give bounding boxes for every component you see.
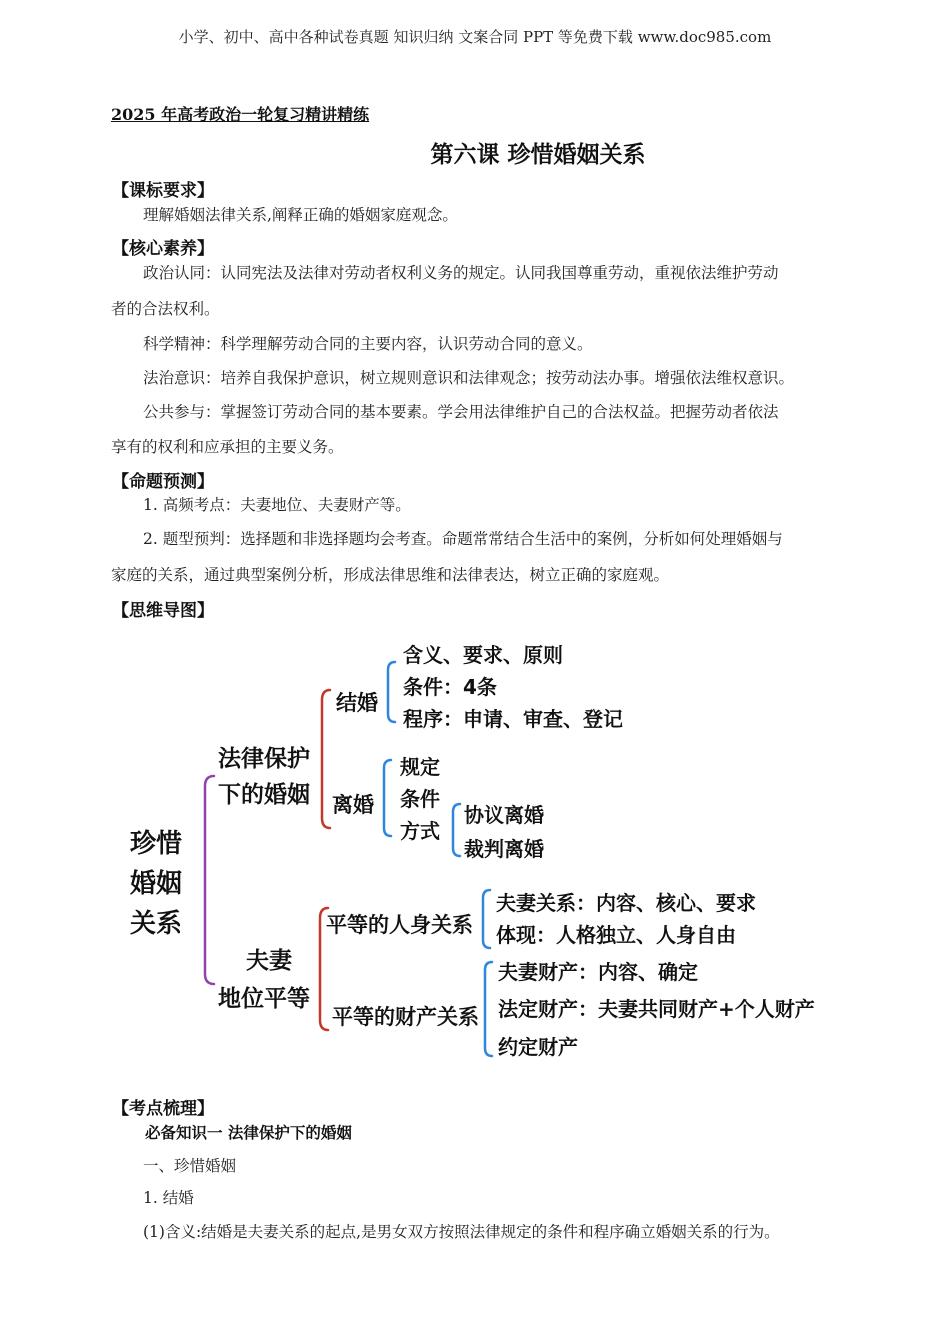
mm-marriage: 结婚 — [336, 691, 378, 715]
mm-divorce-d3b: 裁判离婚 — [464, 837, 544, 861]
mm-property-pp3: 约定财产 — [498, 1035, 578, 1059]
mm-personal-brace — [483, 890, 490, 948]
mm-divorce-d3a: 协议离婚 — [464, 803, 544, 827]
mind-map — [110, 628, 830, 1068]
mm-method-brace — [453, 804, 460, 856]
literacy-p4-line2: 享有的权利和应承担的主要义务。 — [111, 438, 344, 456]
mm-b2-line1: 夫妻 — [246, 948, 292, 974]
curriculum-heading: 【课标要求】 — [112, 181, 214, 201]
curriculum-text: 理解婚姻法律关系,阐释正确的婚姻家庭观念。 — [143, 206, 458, 224]
mm-b1-line2: 下的婚姻 — [218, 782, 310, 808]
knowledge1-title: 必备知识一 法律保护下的婚姻 — [145, 1124, 352, 1142]
mm-b2-line2: 地位平等 — [218, 986, 310, 1012]
prediction-heading: 【命题预测】 — [112, 472, 214, 492]
series-title: 2025 年高考政治一轮复习精讲精练 — [111, 105, 370, 124]
mm-property-brace — [485, 962, 492, 1056]
lesson-title: 第六课 珍惜婚姻关系 — [430, 141, 646, 168]
literacy-p1-line2: 者的合法权利。 — [111, 300, 220, 318]
mm-root-line1: 珍惜 — [130, 829, 183, 859]
mm-divorce-d2: 条件 — [400, 787, 440, 811]
mm-divorce-brace — [384, 760, 391, 836]
mm-marriage-brace — [388, 662, 395, 722]
mm-b1-brace — [322, 690, 330, 828]
mm-property-pp1: 夫妻财产：内容、确定 — [498, 960, 698, 984]
mm-personal-pr1: 夫妻关系：内容、核心、要求 — [496, 891, 756, 915]
literacy-p3: 法治意识：培养自我保护意识，树立规则意识和法律观念；按劳动法办事。增强依法维权意识。 — [143, 369, 795, 387]
part1-title: 一、珍惜婚姻 — [143, 1157, 237, 1175]
item1-definition: (1)含义:结婚是夫妻关系的起点,是男女双方按照法律规定的条件和程序确立婚姻关系的行为。 — [143, 1223, 780, 1241]
prediction-item2-line2: 家庭的关系，通过典型案例分析，形成法律思维和法律表达，树立正确的家庭观。 — [111, 566, 670, 584]
mm-personal: 平等的人身关系 — [326, 913, 473, 937]
mm-root-brace — [205, 776, 214, 984]
mm-property-pp2: 法定财产：夫妻共同财产+个人财产 — [498, 997, 815, 1021]
mm-personal-pr2: 体现：人格独立、人身自由 — [496, 923, 736, 947]
prediction-item1: 1. 高频考点：夫妻地位、夫妻财产等。 — [143, 496, 411, 514]
mm-property: 平等的财产关系 — [332, 1005, 479, 1029]
literacy-p1-line1: 政治认同：认同宪法及法律对劳动者权利义务的规定。认同我国尊重劳动，重视依法维护劳动 — [143, 264, 779, 282]
literacy-p2: 科学精神：科学理解劳动合同的主要内容，认识劳动合同的意义。 — [143, 335, 593, 353]
mindmap-heading: 【思维导图】 — [112, 601, 214, 621]
mm-marriage-m1: 含义、要求、原则 — [403, 643, 563, 667]
mm-divorce: 离婚 — [332, 793, 374, 817]
mm-root-line3: 关系 — [130, 909, 183, 939]
literacy-p4-line1: 公共参与：掌握签订劳动合同的基本要素。学会用法律维护自己的合法权益。把握劳动者依法 — [143, 403, 779, 421]
mm-divorce-d3: 方式 — [400, 819, 440, 843]
literacy-heading: 【核心素养】 — [112, 239, 214, 259]
item1-title: 1. 结婚 — [143, 1189, 194, 1207]
site-banner: 小学、初中、高中各种试卷真题 知识归纳 文案合同 PPT 等免费下载 www.doc985.com — [178, 28, 772, 46]
mm-b1-line1: 法律保护 — [218, 746, 310, 772]
mm-marriage-m3: 程序：申请、审查、登记 — [403, 707, 623, 731]
points-heading: 【考点梳理】 — [112, 1099, 214, 1119]
mm-divorce-d1: 规定 — [400, 755, 440, 779]
mm-marriage-m2: 条件：4条 — [403, 675, 497, 699]
mm-root-line2: 婚姻 — [130, 869, 183, 899]
prediction-item2-line1: 2. 题型预判：选择题和非选择题均会考查。命题常常结合生活中的案例，分析如何处理婚姻与 — [143, 530, 783, 548]
